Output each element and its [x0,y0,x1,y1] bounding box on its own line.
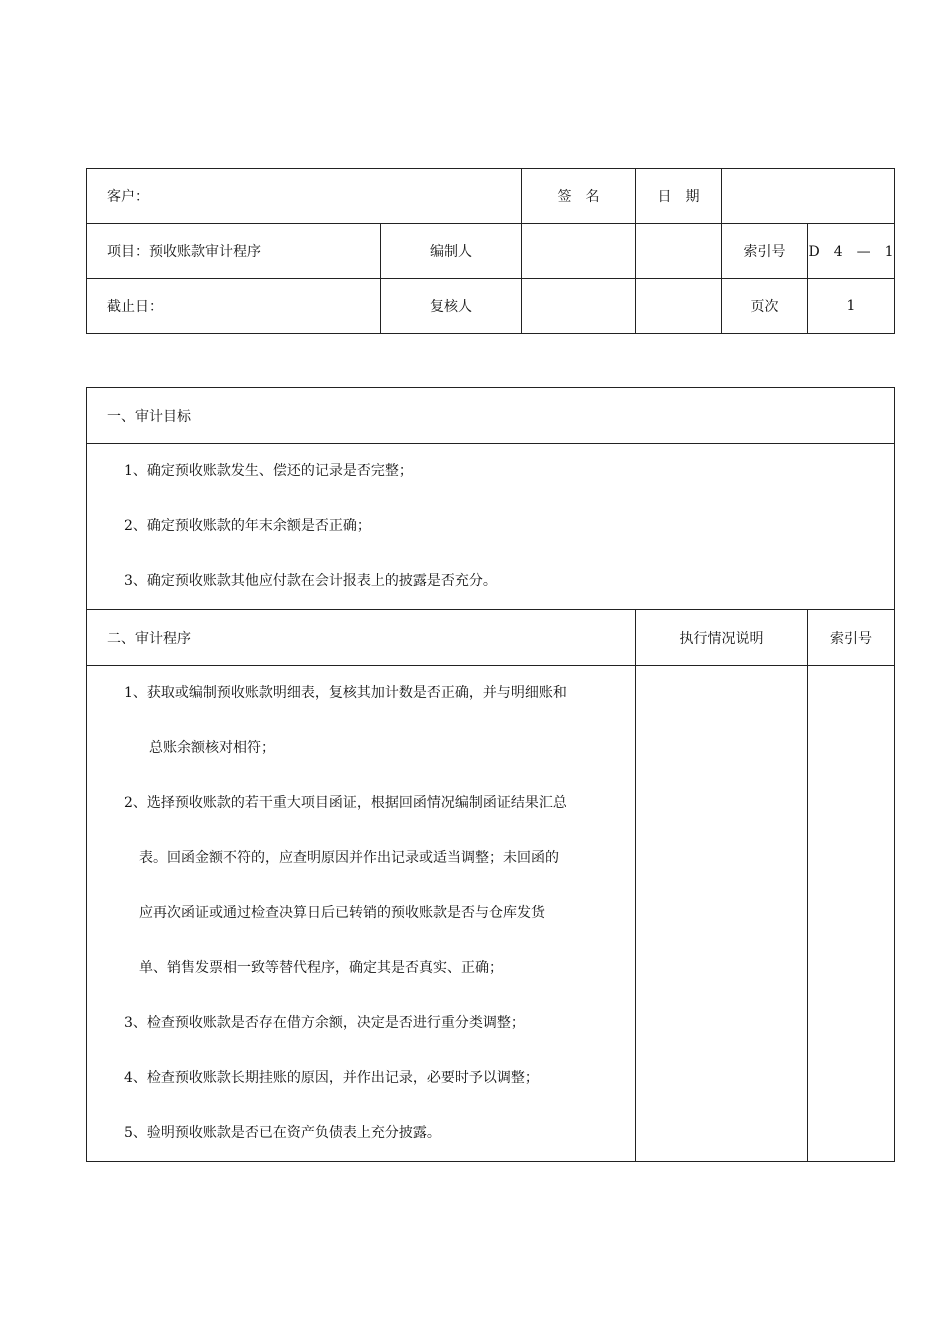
objectives-title: 一、审计目标 [87,388,895,444]
procedure-line: 2、选择预收账款的若干重大项目函证，根据回函情况编制函证结果汇总 [124,795,567,811]
page-label: 页次 [722,279,808,334]
procedure-line: 4、检查预收账款长期挂账的原因，并作出记录，必要时予以调整； [124,1070,539,1086]
procedure-line: 3、检查预收账款是否存在借方余额，决定是否进行重分类调整； [124,1015,525,1031]
procedure-line: 单、销售发票相一致等替代程序，确定其是否真实、正确； [139,960,503,976]
objective-item: 3、确定预收账款其他应付款在会计报表上的披露是否充分。 [124,573,497,589]
index-value: D 4 — 1 [808,224,895,279]
procedure-line: 总账余额核对相符； [149,740,275,756]
objective-item: 2、确定预收账款的年末余额是否正确； [124,518,371,534]
execution-column-header: 执行情况说明 [636,610,808,666]
reviewer-date-cell [636,279,722,334]
procedures-title: 二、审计程序 [87,610,636,666]
procedure-index-cell [808,666,895,1162]
cutoff-label: 截止日： [87,279,381,334]
procedure-line: 1、获取或编制预收账款明细表，复核其加计数是否正确，并与明细账和 [124,685,567,701]
project-label: 项目：预收账款审计程序 [87,224,381,279]
index-column-header: 索引号 [808,610,895,666]
objectives-list [87,444,895,610]
date-label: 日 期 [636,169,722,224]
preparer-label: 编制人 [381,224,522,279]
audit-program-table [86,387,895,1162]
procedure-line: 5、验明预收账款是否已在资产负债表上充分披露。 [124,1125,441,1141]
index-label: 索引号 [722,224,808,279]
objective-item: 1、确定预收账款发生、偿还的记录是否完整； [124,463,413,479]
page-value: 1 [808,279,895,334]
reviewer-label: 复核人 [381,279,522,334]
header-table [86,168,895,334]
procedure-line: 应再次函证或通过检查决算日后已转销的预收账款是否与仓库发货 [139,905,545,921]
header-blank-cell [722,169,895,224]
client-label: 客户： [87,169,522,224]
sign-label: 签 名 [522,169,636,224]
execution-notes-cell [636,666,808,1162]
procedures-list [87,666,636,1162]
procedure-line: 表。回函金额不符的，应查明原因并作出记录或适当调整；未回函的 [139,850,559,866]
reviewer-sign-cell [522,279,636,334]
preparer-date-cell [636,224,722,279]
preparer-sign-cell [522,224,636,279]
